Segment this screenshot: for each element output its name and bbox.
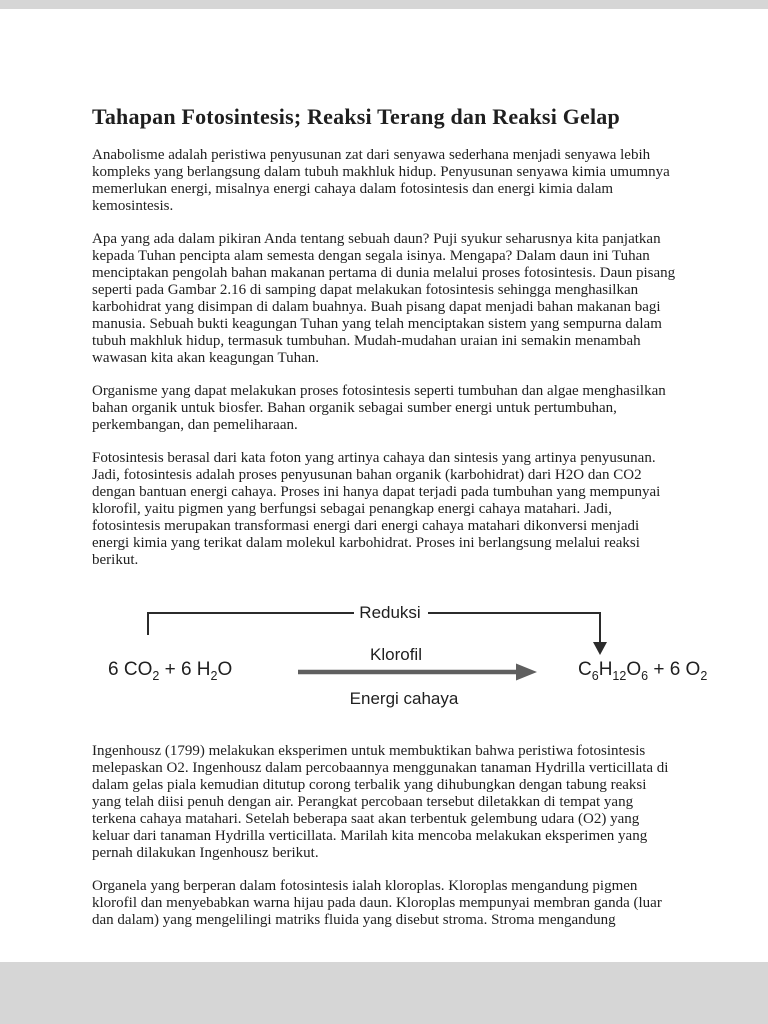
reactants-formula: 6 $CO_2 + 6$ $H_2O$ <box>108 659 233 683</box>
paragraph-daun: Apa yang ada dalam pikiran Anda tentang sebuah daun? Puji syukur seharusnya kita panjatkan kepada Tuhan pencipta alam semesta dengan segala isinya. Mengapa? Dalam daun ini Tuhan menciptakan pengolah bahan makanan pertama di dunia melalui proses fotosintesis. Daun pisang seperti pada Gambar 2.16 di samping dapat melakukan fotosintesis sehingga menghasilkan karbohidrat yang disimpan di dalam buahnya. Buah pisang dapat menjadi bahan makanan bagi manusia. Sebuah bukti keagungan Tuhan yang telah menciptakan sistem yang sempurna dalam tubuh makhluk hidup, termasuk tumbuhan. Mudah-mudahan uraian ini semakin menambah wawasan kita akan keagungan Tuhan. <box>92 231 676 366</box>
reduction-line-left <box>148 613 354 635</box>
reduksi-label: Reduksi <box>354 603 425 623</box>
reduction-line-right <box>428 613 600 643</box>
energi-cahaya-label: Energi cahaya <box>345 689 464 709</box>
paragraph-organisme: Organisme yang dapat melakukan proses fotosintesis seperti tumbuhan dan algae menghasilkan bahan organik untuk biosfer. Bahan organik sebagai sumber energi untuk pertumbuhan, perkembangan, dan pemeliharaan. <box>92 383 666 433</box>
paragraph-fotosintesis-definisi: Fotosintesis berasal dari kata foton yang artinya cahaya dan sintesis yang artinya penyusunan. Jadi, fotosintesis adalah proses penyusunan bahan organik (karbohidrat) dari H2O dan CO2 dengan bantuan energi cahaya. Proses ini hanya dapat terjadi pada tumbuhan yang mempunyai klorofil, yaitu pigmen yang berfungsi sebagai penangkap energi cahaya matahari. Jadi, fotosintesis merupakan transformasi energi dari energi cahaya matahari dikonversi menjadi energi kimia yang terikat dalam molekul karbohidrat. Proses ini berlangsung melalui reaksi berikut. <box>92 450 661 568</box>
document-content <box>0 9 768 929</box>
photosynthesis-reaction-diagram <box>92 593 708 729</box>
reduction-down-arrowhead-icon <box>593 642 607 655</box>
page-title: Tahapan Fotosintesis; Reaksi Terang dan Reaksi Gelap <box>92 104 620 129</box>
paragraph-kloroplas: Organela yang berperan dalam fotosintesis ialah kloroplas. Kloroplas mengandung pigmen klorofil dan menyebabkan warna hijau pada daun. Kloroplas mempunyai membran ganda (luar dan dalam) yang mengelilingi matriks fluida yang disebut stroma. Stroma mengandung <box>92 878 662 928</box>
products-formula: $C_6H_{12}O_6 + 6$ $O_2$ <box>578 659 708 683</box>
reaction-arrowhead-icon <box>516 664 537 681</box>
paragraph-anabolisme: Anabolisme adalah peristiwa penyusunan zat dari senyawa sederhana menjadi senyawa lebih kompleks yang berlangsung dalam tubuh makhluk hidup. Penyusunan senyawa kimia umumnya memerlukan energi, misalnya energi cahaya dalam fotosintesis dan energi kimia dalam kemosintesis. <box>92 147 670 214</box>
paragraph-ingenhousz: Ingenhousz (1799) melakukan eksperimen untuk membuktikan bahwa peristiwa fotosintesis melepaskan O2. Ingenhousz dalam percobaannya menggunakan tanaman Hydrilla verticillata di dalam gelas piala kemudian ditutup corong terbalik yang dihubungkan dengan tabung reaksi yang telah diisi penuh dengan air. Perangkat percobaan tersebut diletakkan di tempat yang terkena cahaya matahari. Setelah beberapa saat akan terbentuk gelembung udara (O2) yang keluar dari tanaman Hydrilla verticillata. Marilah kita mencoba melakukan eksperimen yang pernah dilakukan Ingenhousz berikut. <box>92 743 669 861</box>
klorofil-label: Klorofil <box>365 645 427 665</box>
document-page <box>0 9 768 962</box>
